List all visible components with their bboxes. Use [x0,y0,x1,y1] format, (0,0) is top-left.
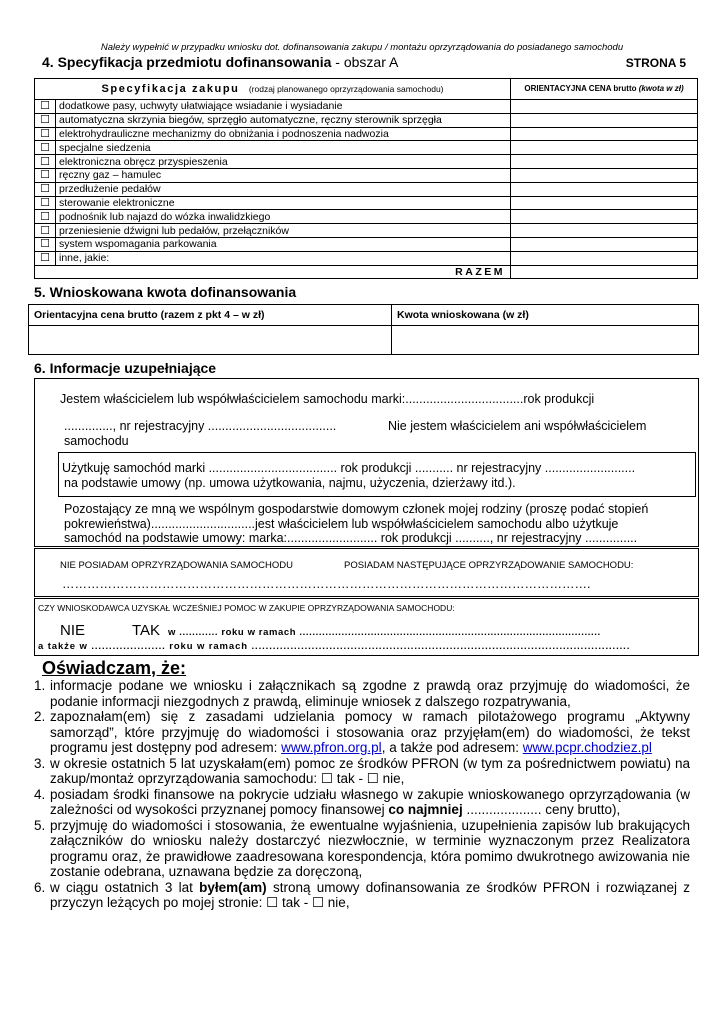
price-header-unit: (kwota w zł) [638,84,684,93]
declaration-item [34,678,690,709]
page-label: STRONA 5 [625,56,686,70]
spec-item-label: przeniesienie dźwigni lub pedałów, przełączników [56,224,511,238]
sum-price-input[interactable] [511,265,698,279]
declaration-number: 4. [34,786,46,802]
declaration-item [34,879,690,911]
spec-checkbox-icon[interactable]: ☐ [35,100,56,114]
section-5-title: 5. Wnioskowana kwota dofinansowania [34,284,297,300]
spec-row [35,113,698,127]
declaration-item [34,709,690,756]
spec-checkbox-icon[interactable]: ☐ [35,155,56,169]
form-note: Należy wypełnić w przypadku wniosku dot. dofinansowania zakupu / montażu oprzyrządowania do posiadanego samochodu [100,42,624,53]
prior-help-line-1[interactable]: w ............ roku w ramach ............................................................................................. [168,627,601,638]
not-owner-option[interactable]: Nie jestem właścicielem ani współwłaścicielem [388,419,647,433]
spec-price-input[interactable] [511,251,698,265]
use-line-1[interactable]: Użytkuję samochód marki ..................................... rok produkcji ........... nr rejestracyjny .......................... [62,461,636,475]
declaration-title: Oświadczam, że: [42,658,187,678]
spec-price-input[interactable] [511,100,698,114]
spec-row [35,210,698,224]
spec-table-header [35,79,698,100]
prior-help-question: CZY WNIOSKODAWCA UZYSKAŁ WCZEŚNIEJ POMOC W ZAKUPIE OPRZYRZĄDOWANIA SAMOCHODU: [38,603,455,613]
declaration-number: 1. [34,678,46,693]
has-equipment-option[interactable]: POSIADAM NASTĘPUJĄCE OPRZYRZĄDOWANIE SAMOCHODU: [344,560,634,571]
requested-amount-header: Kwota wnioskowana (w zł) [392,305,699,326]
equipment-input[interactable]: ………………………………………………………………………………………………………………. [62,577,591,591]
declaration-number: 3. [34,755,46,771]
owner-line-1[interactable]: Jestem właścicielem lub współwłaścicielem samochodu marki:..................................rok produkcji [60,392,595,406]
declaration-text: w ciągu ostatnich 3 lat [50,879,200,895]
pcpr-link[interactable]: www.pcpr.chodziez.pl [522,740,652,755]
spec-row [35,196,698,210]
spec-item-label: przedłużenie pedałów [56,182,511,196]
prior-help-no[interactable]: NIE [60,622,86,639]
spec-price-input[interactable] [511,237,698,251]
gross-price-header: Orientacyjna cena brutto (razem z pkt 4 – w zł) [29,305,392,326]
spec-checkbox-icon[interactable]: ☐ [35,182,56,196]
family-line-2[interactable]: pokrewieństwa)..............................jest właścicielem lub współwłaścicielem samochodu albo użytkuje [64,517,619,531]
spec-header-sub: (rodzaj planowanego oprzyrządowania samochodu) [248,84,444,94]
declaration-text: , a także pod adresem: [381,740,523,755]
spec-checkbox-icon[interactable]: ☐ [35,251,56,265]
declaration-item [34,786,690,818]
spec-header-main: Specyfikacja zakupu [101,83,240,95]
requested-amount-input[interactable] [392,326,699,355]
owner-line-3: samochodu [64,434,129,448]
spec-item-label: system wspomagania parkowania [56,237,511,251]
spec-checkbox-icon[interactable]: ☐ [35,141,56,155]
spec-price-input[interactable] [511,168,698,182]
price-header-cell [511,79,698,100]
amount-table [28,304,699,355]
section-6-title: 6. Informacje uzupełniające [34,360,217,376]
spec-item-label: podnośnik lub najazd do wózka inwalidzkiego [56,210,511,224]
declaration-text: informacje podane we wniosku i załącznikach są zgodne z prawdą oraz przyjmuję do wiadomości, że podanie informacji niezgodnych z prawdą, eliminuje wniosek z dalszego rozpatrywania, [50,678,690,709]
spec-price-input[interactable] [511,141,698,155]
spec-checkbox-icon[interactable]: ☐ [35,237,56,251]
section-4-heading: 4. Specyfikacja przedmiotu dofinansowania [42,54,332,70]
spec-price-input[interactable] [511,224,698,238]
spec-checkbox-icon[interactable]: ☐ [35,196,56,210]
spec-item-label: elektroniczna obręcz przyspieszenia [56,155,511,169]
declaration-text: przyjmuję do wiadomości i stosowania, że ewentualne wyjaśnienia, uzupełnienia zapisów lub brakujących załączników do wniosku należy dostarczyć niezwłocznie, w terminie wyznaczonym przez Realizatora programu oraz, że prawidłowe zaadresowana korespondencja, która pomimo dwukrotnego awizowania nie zostanie odebrana, uznawana będzie za doręczoną, [50,817,690,879]
gross-price-input[interactable] [29,326,392,355]
price-header: ORIENTACYJNA CENA brutto [524,84,637,93]
spec-price-input[interactable] [511,182,698,196]
spec-price-input[interactable] [511,127,698,141]
section-4-title [42,54,398,70]
spec-item-label: elektrohydrauliczne mechanizmy do obniżania i podnoszenia nadwozia [56,127,511,141]
spec-price-input[interactable] [511,155,698,169]
no-equipment-option[interactable]: NIE POSIADAM OPRZYRZĄDOWANIA SAMOCHODU [60,560,293,571]
spec-table [34,78,698,279]
owner-line-2[interactable]: .............., nr rejestracyjny ..................................... [64,419,337,433]
prior-help-line-2[interactable]: a także w ..................... roku w ramach ........................................................................................................... [38,641,631,652]
declaration-text[interactable]: .................... ceny brutto), [462,802,621,817]
declaration-text[interactable]: w okresie ostatnich 5 lat uzyskałam(em) pomoc ze środków PFRON (w tym za pośrednictwem powiatu) na zakup/montaż oprzyrządowania samochodu: ☐ tak - ☐ nie, [50,755,690,786]
spec-row [35,155,698,169]
declaration-bold: byłem(am) [199,879,267,895]
spec-price-input[interactable] [511,113,698,127]
spec-checkbox-icon[interactable]: ☐ [35,127,56,141]
spec-price-input[interactable] [511,210,698,224]
spec-item-label: dodatkowe pasy, uchwyty ułatwiające wsiadanie i wysiadanie [56,100,511,114]
spec-row [35,182,698,196]
spec-item-label: inne, jakie: [56,251,511,265]
spec-checkbox-icon[interactable]: ☐ [35,168,56,182]
spec-item-label: automatyczna skrzynia biegów, sprzęgło automatyczne, ręczny sterownik sprzęgła [56,113,511,127]
declaration-bold: co najmniej [388,802,463,817]
spec-row [35,141,698,155]
spec-item-label: sterowanie elektroniczne [56,196,511,210]
spec-header-cell [35,79,511,100]
declaration-item [34,817,690,880]
declaration-list [34,678,690,911]
use-line-2: na podstawie umowy (np. umowa użytkowania, najmu, użyczenia, dzierżawy itd.). [64,476,516,490]
spec-row [35,237,698,251]
spec-checkbox-icon[interactable]: ☐ [35,224,56,238]
spec-row [35,100,698,114]
spec-sum-row [35,265,698,279]
declaration-number: 6. [34,879,46,895]
prior-help-yes[interactable]: TAK [132,622,161,639]
sum-label: RAZEM [35,265,511,279]
pfron-link[interactable]: www.pfron.org.pl [281,740,382,755]
spec-row [35,127,698,141]
declaration-text[interactable]: stroną umowy dofinansowania ze środków PFRON i rozwiązanej z przyczyn leżących po mojej stronie: ☐ tak - ☐ nie, [50,879,690,910]
family-line-1: Pozostający ze mną we wspólnym gospodarstwie domowym członek mojej rodziny (proszę podać stopień [64,502,649,516]
spec-row [35,168,698,182]
spec-checkbox-icon[interactable]: ☐ [35,210,56,224]
section-4-area: - obszar A [331,54,399,70]
declaration-number: 5. [34,817,46,833]
spec-item-label: specjalne siedzenia [56,141,511,155]
family-line-3[interactable]: samochód na podstawie umowy: marka:.......................... rok produkcji .........., nr rejestracyjny ............... [64,531,638,545]
declaration-number: 2. [34,709,46,724]
spec-item-label: ręczny gaz – hamulec [56,168,511,182]
spec-row [35,251,698,265]
spec-price-input[interactable] [511,196,698,210]
spec-checkbox-icon[interactable]: ☐ [35,113,56,127]
declaration-item [34,755,690,787]
declaration-text: zapoznałam(em) się z zasadami udzielania pomocy w ramach pilotażowego programu „Aktywny samorząd”, które przyjmuję do wiadomości i stosowania oraz przyjęłam(em) do wiadomości, że tekst programu jest dostępny pod adresem: [50,709,690,755]
spec-row [35,224,698,238]
declaration-text: posiadam środki finansowe na pokrycie udziału własnego w zakupie wnioskowanego oprzyrządowania (w zależności od wysokości przyznanej pomocy finansowej [50,786,690,817]
